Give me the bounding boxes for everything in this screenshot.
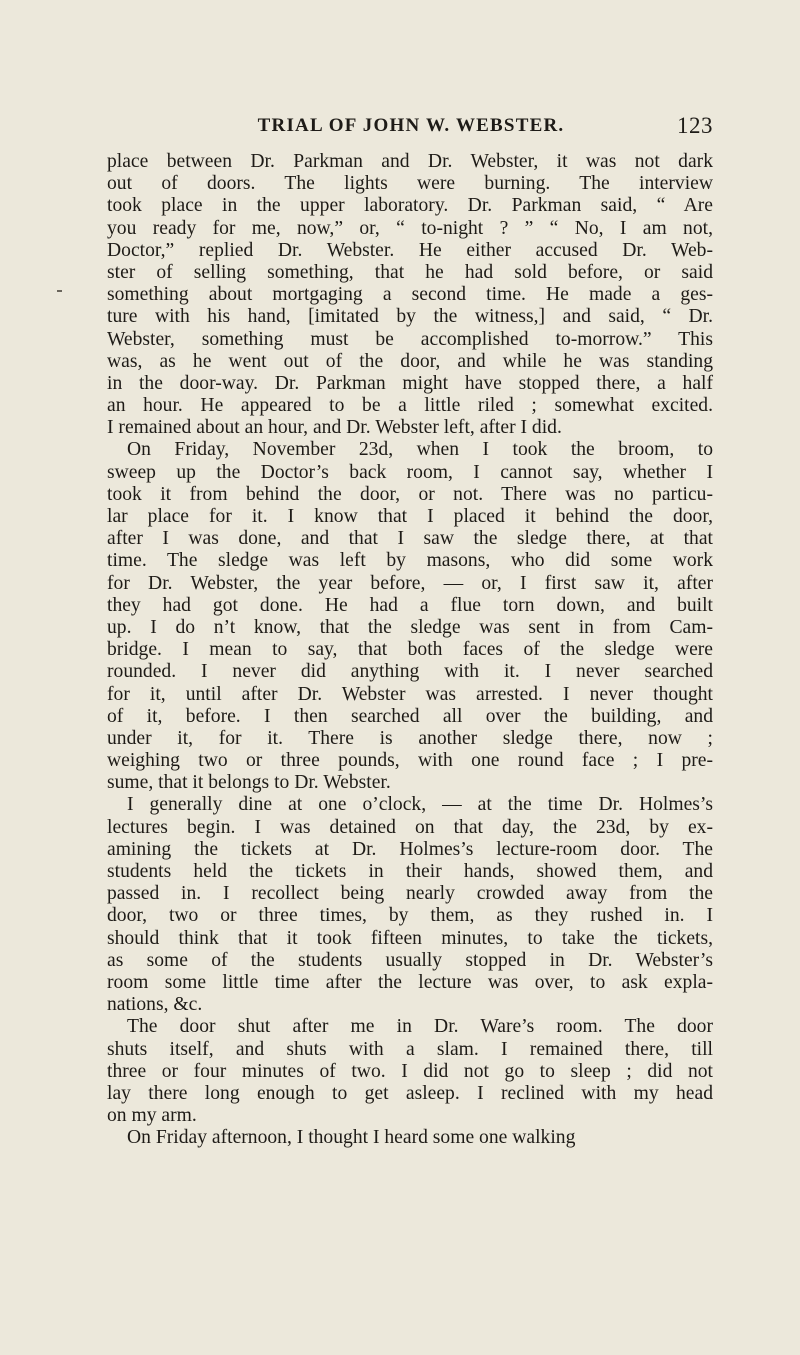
text-line: took it from behind the door, or not. There was no particu-: [107, 483, 713, 505]
text-line: out of doors. The lights were burning. The interview: [107, 173, 713, 195]
text-line: ster of selling something, that he had sold before, or said: [107, 261, 713, 283]
margin-mark: [57, 290, 62, 292]
text-line: after I was done, and that I saw the sledge there, at that: [107, 528, 713, 550]
text-line: for it, until after Dr. Webster was arrested. I never thought: [107, 683, 713, 705]
text-line: something about mortgaging a second time. He made a ges-: [107, 284, 713, 306]
text-line: up. I do n’t know, that the sledge was sent in from Cam-: [107, 616, 713, 638]
text-line: shuts itself, and shuts with a slam. I remained there, till: [107, 1038, 713, 1060]
text-line: Doctor,” replied Dr. Webster. He either accused Dr. Web-: [107, 239, 713, 261]
text-line: for Dr. Webster, the year before, — or, I first saw it, after: [107, 572, 713, 594]
text-line: should think that it took fifteen minutes, to take the tickets,: [107, 927, 713, 949]
text-line: of it, before. I then searched all over the building, and: [107, 705, 713, 727]
text-line: Webster, something must be accomplished to-morrow.” This: [107, 328, 713, 350]
text-line: lar place for it. I know that I placed it behind the door,: [107, 506, 713, 527]
running-title: TRIAL OF JOHN W. WEBSTER.: [257, 115, 565, 136]
text-line: weighing two or three pounds, with one round face ; I pre-: [107, 750, 713, 772]
text-line: ture with his hand, [imitated by the witness,] and said, “ Dr.: [107, 306, 713, 328]
text-line: I generally dine at one o’clock, — at the time Dr. Holmes’s: [127, 794, 713, 816]
body-text: [107, 151, 713, 1149]
text-line: nations, &c.: [107, 994, 203, 1016]
text-line: passed in. I recollect being nearly crowded away from the: [107, 883, 713, 905]
text-line: amining the tickets at Dr. Holmes’s lecture-room door. The: [107, 838, 713, 860]
text-line: under it, for it. There is another sledge there, now ;: [107, 727, 713, 749]
text-line: lay there long enough to get asleep. I reclined with my head: [107, 1082, 713, 1104]
text-line: lectures begin. I was detained on that day, the 23d, by ex-: [107, 816, 713, 838]
text-line: an hour. He appeared to be a little riled ; somewhat excited.: [107, 395, 713, 417]
text-line: sweep up the Doctor’s back room, I cannot say, whether I: [107, 461, 713, 483]
text-line: place between Dr. Parkman and Dr. Webster, it was not dark: [107, 151, 713, 172]
text-line: sume, that it belongs to Dr. Webster.: [107, 772, 391, 794]
text-line: I remained about an hour, and Dr. Webster left, after I did.: [107, 417, 562, 439]
text-line: On Friday afternoon, I thought I heard some one walking: [127, 1127, 576, 1149]
text-line: rounded. I never did anything with it. I never searched: [107, 661, 713, 683]
text-line: students held the tickets in their hands, showed them, and: [107, 861, 713, 882]
text-line: on my arm.: [107, 1105, 197, 1127]
text-line: was, as he went out of the door, and while he was standing: [107, 350, 713, 372]
text-line: three or four minutes of two. I did not go to sleep ; did not: [107, 1060, 713, 1082]
text-line: time. The sledge was left by masons, who did some work: [107, 550, 713, 572]
text-line: door, two or three times, by them, as they rushed in. I: [107, 905, 713, 927]
text-line: bridge. I mean to say, that both faces of the sledge were: [107, 639, 713, 661]
text-line: The door shut after me in Dr. Ware’s room. The door: [127, 1016, 713, 1038]
text-line: you ready for me, now,” or, “ to-night ? ” “ No, I am not,: [107, 217, 713, 239]
text-line: took place in the upper laboratory. Dr. Parkman said, “ Are: [107, 195, 713, 217]
text-line: room some little time after the lecture was over, to ask expla-: [107, 971, 713, 993]
text-line: On Friday, November 23d, when I took the broom, to: [127, 439, 713, 461]
text-line: they had got done. He had a flue torn down, and built: [107, 594, 713, 616]
text-line: as some of the students usually stopped in Dr. Webster’s: [107, 949, 713, 971]
text-line: in the door-way. Dr. Parkman might have stopped there, a half: [107, 372, 713, 394]
page-number: 123: [677, 113, 713, 138]
running-head: [109, 113, 713, 143]
